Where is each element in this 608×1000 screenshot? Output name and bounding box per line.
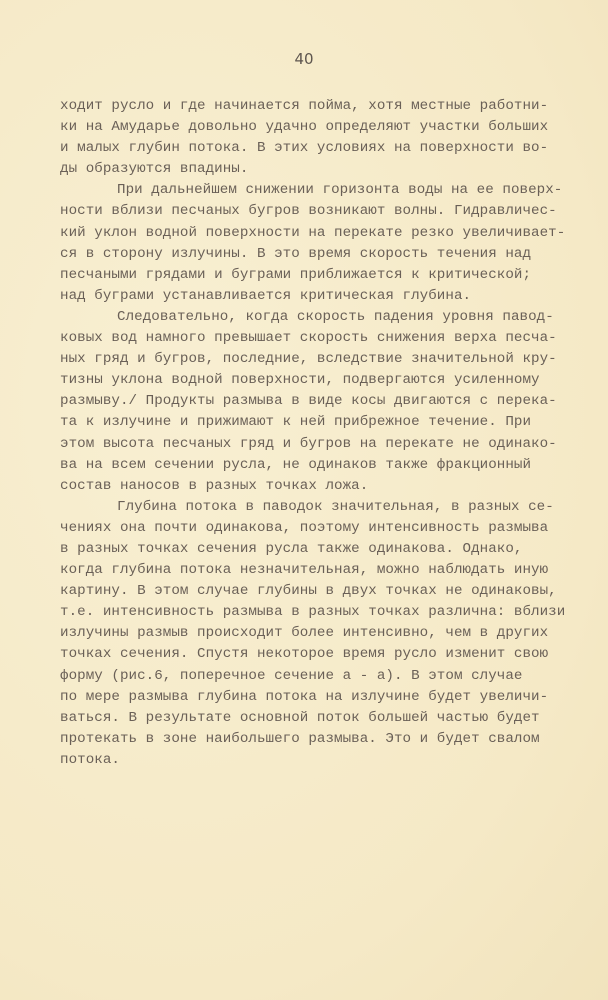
text-line: форму (рис.6, поперечное сечение а - а). В этом случае: [60, 667, 523, 684]
text-line: протекать в зоне наибольшего размыва. Это и будет свалом: [60, 730, 540, 747]
text-line: размыву./ Продукты размыва в виде косы двигаются с перека-: [60, 393, 557, 410]
text-line: тизны уклона водной поверхности, подвергаются усиленному: [60, 372, 540, 389]
text-line: точках сечения. Спустя некоторое время русло изменит свою: [60, 646, 549, 663]
paragraph-1: [60, 96, 560, 180]
text-line: ных гряд и бугров, последние, вследствие значительной кру-: [60, 351, 557, 368]
text-line: ва на всем сечении русла, не одинаков также фракционный: [60, 456, 532, 473]
text-line: над буграми устанавливается критическая глубина.: [60, 287, 472, 304]
text-line: излучины размыв происходит более интенсивно, чем в других: [60, 625, 549, 642]
text-line: песчаными грядами и буграми приближается к критической;: [60, 266, 532, 283]
text-line: чениях она почти одинакова, поэтому интенсивность размыва: [60, 519, 549, 536]
text-line: Следовательно, когда скорость падения уровня павод-: [117, 308, 554, 325]
text-line: ности вблизи песчаных бугров возникают волны. Гидравличес-: [60, 203, 557, 220]
text-line: когда глубина потока незначительная, можно наблюдать иную: [60, 562, 549, 579]
text-line: и малых глубин потока. В этих условиях на поверхности во-: [60, 140, 549, 157]
text-line: в разных точках сечения русла также одинакова. Однако,: [60, 540, 523, 557]
text-line: состав наносов в разных точках ложа.: [60, 477, 369, 494]
text-line: картину. В этом случае глубины в двух точках не одинаковы,: [60, 583, 557, 600]
text-line: по мере размыва глубина потока на излучине будет увеличи-: [60, 688, 549, 705]
text-line: Глубина потока в паводок значительная, в разных се-: [117, 498, 554, 515]
text-line: та к излучине и прижимают к ней прибрежное течение. При: [60, 414, 532, 431]
text-line: ваться. В результате основной поток большей частью будет: [60, 709, 540, 726]
paragraph-3: [60, 307, 560, 497]
text-line: ки на Амударье довольно удачно определяют участки больших: [60, 119, 549, 136]
paragraph-4: [60, 497, 566, 771]
body-text: [60, 96, 566, 771]
paragraph-2: [60, 180, 566, 307]
text-line: ды образуются впадины.: [60, 161, 249, 178]
text-line: потока.: [60, 751, 120, 768]
text-line: ся в сторону излучины. В это время скорость течения над: [60, 245, 532, 262]
page-number: 40: [294, 50, 314, 68]
text-line: кий уклон водной поверхности на перекате резко увеличивает-: [60, 224, 566, 241]
text-line: При дальнейшем снижении горизонта воды на ее поверх-: [117, 182, 563, 199]
text-line: этом высота песчаных гряд и бугров на перекате не одинако-: [60, 435, 557, 452]
text-line: т.е. интенсивность размыва в разных точках различна: вблизи: [60, 604, 566, 621]
text-line: ходит русло и где начинается пойма, хотя местные работни-: [60, 98, 549, 114]
text-line: ковых вод намного превышает скорость снижения верха песча-: [60, 330, 557, 347]
